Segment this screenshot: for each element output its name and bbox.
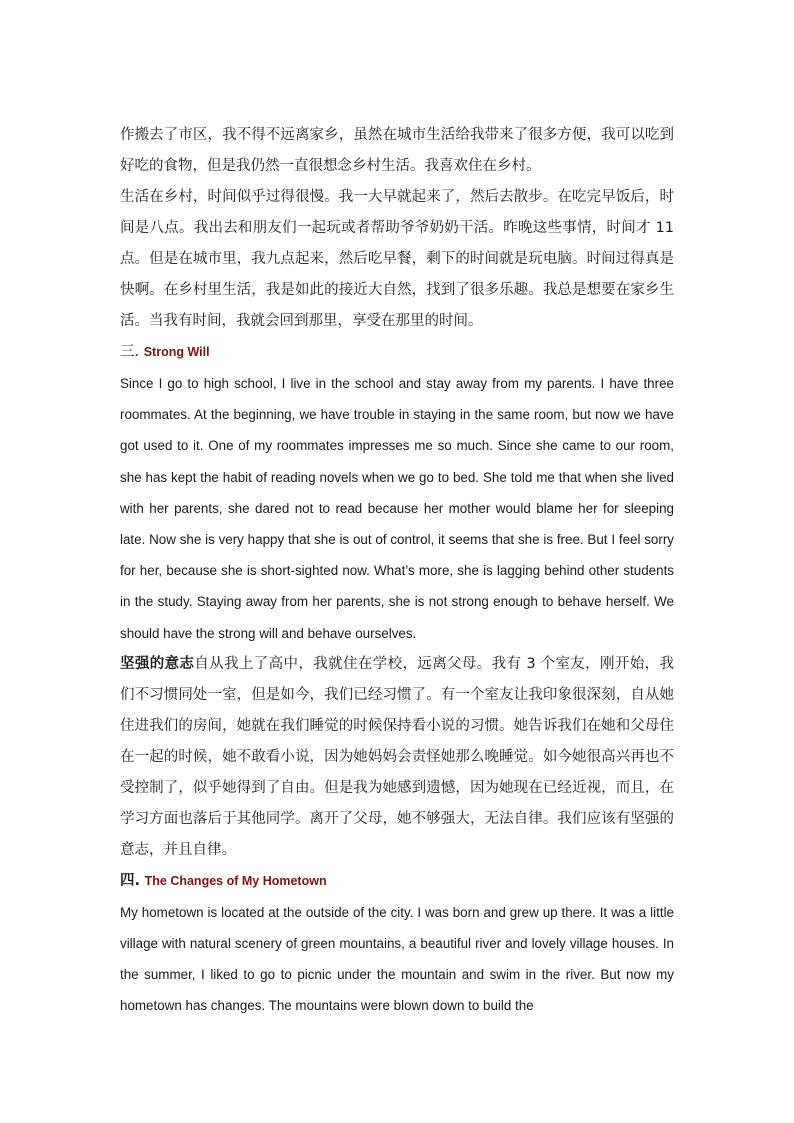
english-essay-strong-will: Since I go to high school, I live in the school and stay away from my parents. I have three roommates. At the beginning, we have trouble in staying in the same room, but now we have got used to it. One of my roommates impresses me so much. Since she came to our room, she has kept the habit of reading novels when we go to bed. She told me that when she lived with her parents, she dared not to read because her mother would blame her for sleeping late. Now she is very happy that she is out of control, it seems that she is free. But I feel sorry for her, because she is short-sighted now. What’s more, she is lagging behind other students in the study. Staying away from her parents, she is not strong enough to behave herself. We should have the strong will and behave ourselves.: [120, 376, 674, 641]
section-title: The Changes of My Hometown: [144, 873, 327, 888]
chinese-translation-strong-will: [120, 649, 674, 866]
chinese-paragraph-village-life: 生活在乡村，时间似乎过得很慢。我一大早就起来了，然后去散步。在吃完早饭后，时间是八点。我出去和朋友们一起玩或者帮助爷爷奶奶干活。昨晚这些事情，时间才 11 点。但是在城市里，我九点起来，然后吃早餐，剩下的时间就是玩电脑。时间过得真是快啊。在乡村里生活，我是如此的接近大自然，找到了很多乐趣。我总是想要在家乡生活。当我有时间，我就会回到那里，享受在那里的时间。: [120, 189, 674, 329]
section-heading-hometown: [120, 866, 674, 897]
section-title: Strong Will: [143, 345, 210, 359]
document-page: [120, 122, 674, 1022]
english-essay-hometown: My hometown is located at the outside of the city. I was born and grew up there. It was a little village with natural scenery of green mountains, a beautiful river and lovely village houses. In the summer, I liked to go to picnic under the mountain and swim in the river. But now my hometown has changes. The mountains were blown down to build the: [120, 904, 674, 1014]
section-number: 三.: [120, 344, 140, 360]
section-number: 四.: [120, 872, 141, 889]
section-heading-strong-will: [120, 337, 674, 368]
chinese-paragraph-village-move: 作搬去了市区，我不得不远离家乡，虽然在城市生活给我带来了很多方便，我可以吃到好吃的食物，但是我仍然一直很想念乡村生活。我喜欢住在乡村。: [120, 127, 674, 174]
chinese-lead-title: 坚强的意志: [120, 655, 195, 672]
chinese-translation-body: 自从我上了高中，我就住在学校，远离父母。我有 3 个室友，刚开始，我们不习惯同处一室，但是如今，我们已经习惯了。有一个室友让我印象很深刻，自从她住进我们的房间，她就在我们睡觉的时候保持看小说的习惯。她告诉我们在她和父母住在一起的时候，她不敢看小说，因为她妈妈会责怪她那么晚睡觉。如今她很高兴再也不受控制了，似乎她得到了自由。但是我为她感到遗憾，因为她现在已经近视，而且，在学习方面也落后于其他同学。离开了父母，她不够强大，无法自律。我们应该有坚强的意志，并且自律。: [120, 655, 675, 858]
